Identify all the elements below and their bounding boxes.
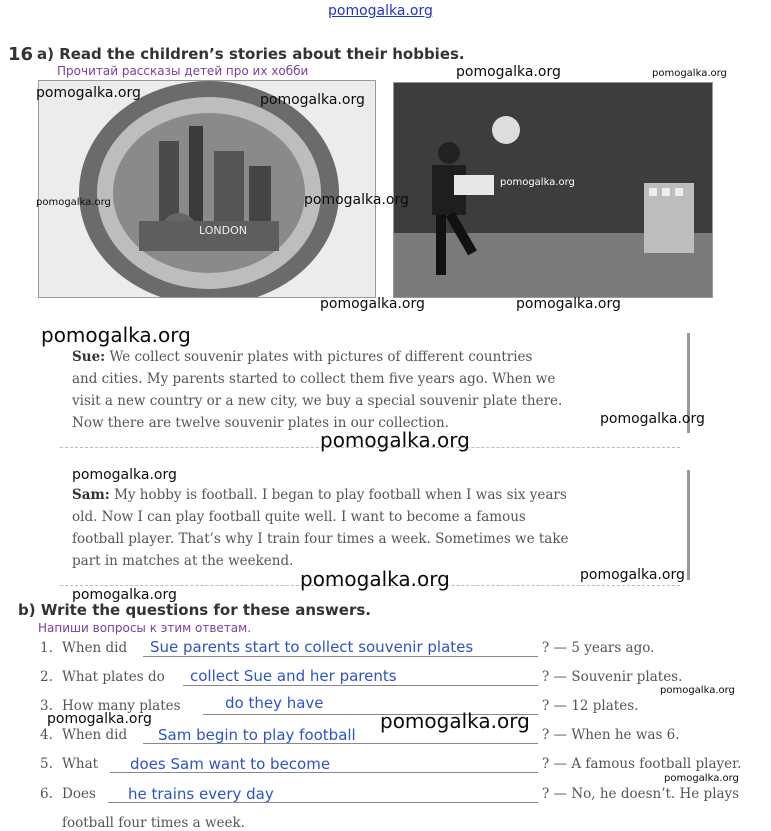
watermark[interactable]: pomogalka.org [36,85,141,101]
watermark[interactable]: pomogalka.org [41,323,191,347]
given-answer: ? — 5 years ago. [542,640,655,656]
watermark[interactable]: pomogalka.org [600,411,705,427]
story-line: visit a new country or a new city, we buy a special souvenir plate there. [72,393,563,409]
watermark[interactable]: pomogalka.org [516,296,621,312]
question-number: 1. [40,640,53,656]
handwritten-answer[interactable]: do they have [225,694,324,712]
part-b-heading: b) Write the questions for these answers. [18,601,371,619]
story-line: Now there are twelve souvenir plates in our collection. [72,415,449,431]
given-answer: ? — Souvenir plates. [542,669,683,685]
question-prompt: When did [62,640,128,656]
watermark[interactable]: pomogalka.org [660,685,735,696]
given-answer: ? — When he was 6. [542,727,680,743]
watermark[interactable]: pomogalka.org [36,197,111,208]
watermark[interactable]: pomogalka.org [456,64,561,80]
story-line [72,484,682,506]
story-line: and cities. My parents started to collect them five years ago. When we [72,371,556,387]
story-text: My hobby is football. I began to play football when I was six years [114,487,567,503]
handwritten-answer[interactable]: Sue parents start to collect souvenir plates [150,638,474,656]
story-sam [72,484,682,572]
story-speaker: Sam: [72,487,110,503]
story-line [72,346,682,368]
given-answer: ? — A famous football player. [542,756,742,772]
question-number: 5. [40,756,53,772]
watermark[interactable]: pomogalka.org [664,773,739,784]
handwritten-answer[interactable]: does Sam want to become [130,755,331,773]
watermark[interactable]: pomogalka.org [320,428,470,452]
exercise-number: 16 [8,44,34,65]
watermark[interactable]: pomogalka.org [320,296,425,312]
watermark[interactable]: pomogalka.org [304,192,409,208]
plate-label: LONDON [199,224,247,237]
watermark[interactable]: pomogalka.org [300,567,450,591]
watermark[interactable]: pomogalka.org [260,92,365,108]
question-number: 2. [40,669,53,685]
part-b-subheading: Напиши вопросы к этим ответам. [38,621,252,635]
question-number: 3. [40,698,53,714]
watermark[interactable]: pomogalka.org [72,587,177,603]
handwritten-answer[interactable]: he trains every day [128,785,274,803]
watermark[interactable]: pomogalka.org [580,567,685,583]
story-sue [72,346,682,434]
answer-continuation: football four times a week. [62,815,245,831]
question-prompt: When did [62,727,128,743]
answer-line[interactable] [183,685,538,686]
handwritten-answer[interactable]: collect Sue and her parents [190,667,397,685]
story-line: part in matches at the weekend. [72,553,294,569]
plate-photo [38,80,376,298]
watermark[interactable]: pomogalka.org [47,711,152,727]
watermark[interactable]: pomogalka.org [380,709,530,733]
story-text: We collect souvenir plates with pictures of different countries [109,349,533,365]
football-icon [492,116,520,144]
given-answer: ? — 12 plates. [542,698,639,714]
story-line: football player. That’s why I train four times a week. Sometimes we take [72,531,569,547]
watermark-top[interactable]: pomogalka.org [328,3,433,19]
question-number: 6. [40,786,53,802]
answer-line[interactable] [143,656,538,657]
watermark[interactable]: pomogalka.org [72,467,177,483]
part-a-heading: a) Read the children’s stories about their hobbies. [37,45,465,63]
question-number: 4. [40,727,53,743]
story-speaker: Sue: [72,349,106,365]
watermark[interactable]: pomogalka.org [652,68,727,79]
margin-bar [687,470,690,580]
story-line: old. Now I can play football quite well. I want to become a famous [72,509,526,525]
football-photo [393,82,713,298]
handwritten-answer[interactable]: Sam begin to play football [158,726,356,744]
football-illustration [394,83,712,297]
question-prompt: What [62,756,99,772]
question-prompt: Does [62,786,96,802]
question-prompt: What plates do [62,669,165,685]
question-prompt: How many plates [62,698,181,714]
plate-illustration [39,81,375,297]
watermark[interactable]: pomogalka.org [500,177,575,188]
given-answer: ? — No, he doesn’t. He plays [542,786,740,802]
part-a-subheading: Прочитай рассказы детей про их хобби [57,64,309,78]
